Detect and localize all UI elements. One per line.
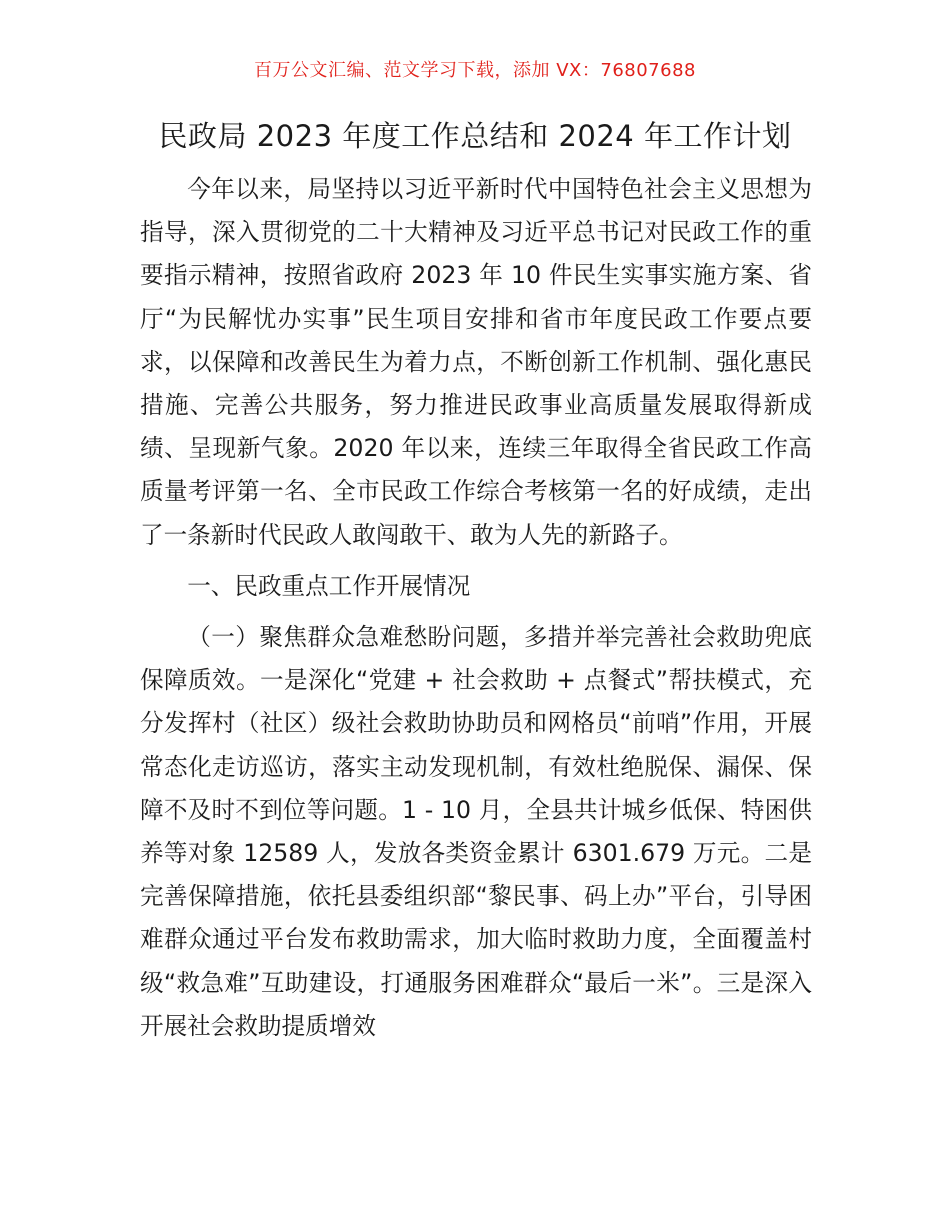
document-body (140, 168, 812, 1048)
section-heading-1: 一、民政重点工作开展情况 (187, 571, 471, 600)
header-advert-note: 百万公文汇编、范文学习下载，添加 VX：76807688 (254, 60, 696, 81)
document-title: 民政局 2023 年度工作总结和 2024 年工作计划 (158, 119, 792, 153)
subsection-paragraph-1-1: （一）聚焦群众急难愁盼问题，多措并举完善社会救助兜底保障质效。一是深化“党建 + 社会救助 + 点餐式”帮扶模式，充分发挥村（社区）级社会救助协助员和网格员“前哨”作用，开展常态化走访巡访，落实主动发现机制，有效杜绝脱保、漏保、保障不及时不到位等问题。1 - 10 月，全县共计城乡低保、特困供养等对象 12589 人，发放各类资金累计 6301.679 万元。二是完善保障措施，依托县委组织部“黎民事、码上办”平台，引导困难群众通过平台发布救助需求，加大临时救助力度，全面覆盖村级“救急难”互助建设，打通服务困难群众“最后一米”。三是深入开展社会救助提质增效 (140, 623, 812, 1040)
intro-paragraph: 今年以来，局坚持以习近平新时代中国特色社会主义思想为指导，深入贯彻党的二十大精神及习近平总书记对民政工作的重要指示精神，按照省政府 2023 年 10 件民生实事实施方案、省厅“为民解忧办实事”民生项目安排和省市年度民政工作要点要求，以保障和改善民生为着力点，不断创新工作机制、强化惠民措施、完善公共服务，努力推进民政事业高质量发展取得新成绩、呈现新气象。2020 年以来，连续三年取得全省民政工作高质量考评第一名、全市民政工作综合考核第一名的好成绩，走出了一条新时代民政人敢闯敢干、敢为人先的新路子。 (140, 175, 812, 549)
